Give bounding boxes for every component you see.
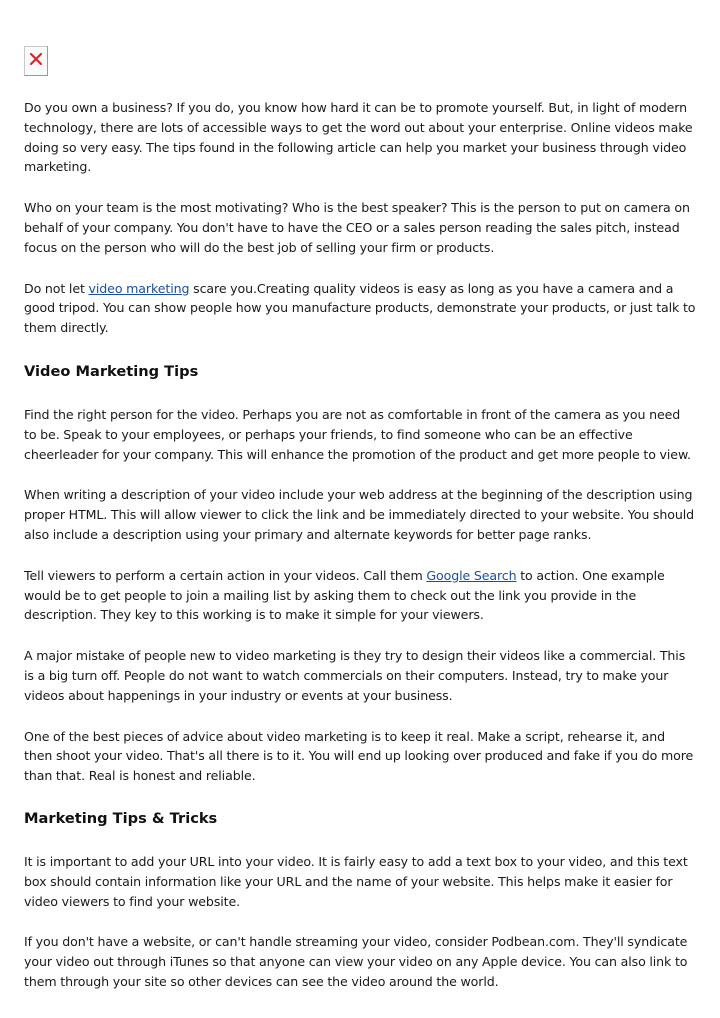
paragraph-major-mistake: A major mistake of people new to video marketing is they try to design their videos like a commercial. This is a big turn off. People do not want to watch commercials on their computers. Instead, try to make your videos about happenings in your industry or events at your business. [24, 648, 686, 703]
paragraph-team: Who on your team is the most motivating? Who is the best speaker? This is the person to put on camera on behalf of your company. You don't have to have the CEO or a sales person reading the sales pitch, instead focus on the person who will do the best job of selling your firm or products. [24, 200, 690, 255]
paragraph-description: When writing a description of your video include your web address at the beginning of the description using proper HTML. This will allow viewer to click the link and be immediately directed to your website. You should also include a description using your primary and alternate keywords for better page ranks. [24, 487, 695, 542]
paragraph-keep-it-real: One of the best pieces of advice about video marketing is to keep it real. Make a script, rehearse it, and then shoot your video. That's all there is to it. You will end up looking over produced and fake if you do more than that. Real is honest and reliable. [24, 728, 694, 784]
article-body [24, 98, 696, 992]
paragraph-add-url: It is important to add your URL into your video. It is fairly easy to add a text box to your video, and this text box should contain information like your URL and the name of your website. This helps make it easier for video viewers to find your website. [24, 853, 688, 909]
broken-image-icon [24, 46, 48, 76]
close-x-icon [29, 52, 43, 66]
text-segment: scare you.Creating quality videos is easy as long as you have a camera and a good tripod. You can show people how you manufacture products, demonstrate your products, or just talk to them directly. [24, 280, 696, 336]
section-heading-marketing-tips-tricks: Marketing Tips & Tricks [24, 809, 218, 827]
text-segment: to action. One example would be to get people to join a mailing list by asking them to check out the link you provide in the description. They key to this working is to make it simple for your viewers. [24, 567, 665, 623]
video-marketing-link[interactable]: video marketing [88, 280, 190, 296]
paragraph-call-to-action [24, 566, 696, 625]
text-segment: Tell viewers to perform a certain action in your videos. Call them [24, 567, 427, 583]
google-search-link[interactable]: Google Search [426, 567, 517, 583]
paragraph-right-person: Find the right person for the video. Perhaps you are not as comfortable in front of the camera as you need to be. Speak to your employees, or perhaps your friends, to find someone who can be an effective cheerleader for your company. This will enhance the promotion of the product and get more people to view. [24, 406, 691, 462]
paragraph-podbean: If you don't have a website, or can't handle streaming your video, consider Podbean.com. They'll syndicate your video out through iTunes so that anyone can view your video on any Apple device. You can also link to them through your site so other devices can see the video around the world. [24, 934, 688, 989]
paragraph-intro: Do you own a business? If you do, you know how hard it can be to promote yourself. But, in light of modern technology, there are lots of accessible ways to get the word out about your enterprise. Online videos make doing so very easy. The tips found in the following article can help you market your business through video marketing. [24, 100, 693, 175]
text-segment: Do not let [24, 280, 89, 296]
section-heading-video-marketing-tips: Video Marketing Tips [24, 362, 199, 380]
paragraph-video-marketing [24, 279, 696, 338]
